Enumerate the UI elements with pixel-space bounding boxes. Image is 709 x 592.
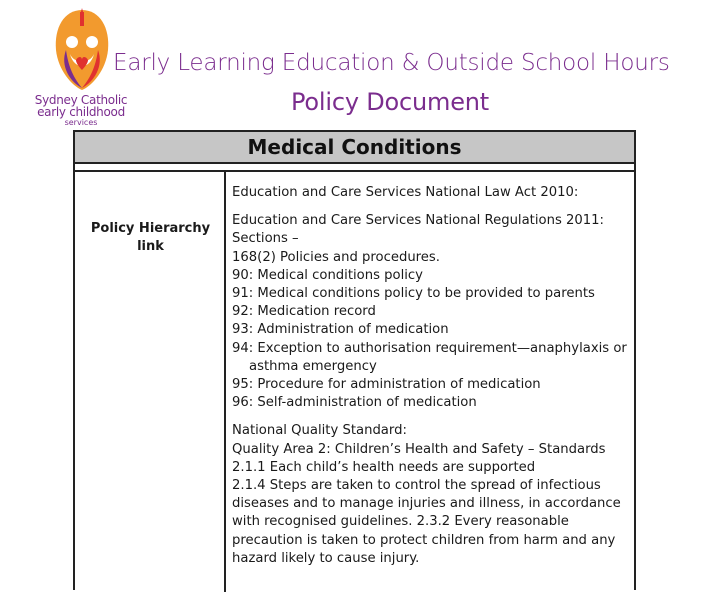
text-line: 94: Exception to authorisation requirement—anaphylaxis or xyxy=(232,340,627,356)
text-line: Quality Area 2: Children’s Health and Safety – Standards xyxy=(232,441,606,457)
logo-line-3: services xyxy=(64,118,98,127)
text-line: 95: Procedure for administration of medication xyxy=(232,377,541,393)
policy-title: Medical Conditions xyxy=(247,135,462,159)
policy-hierarchy-row xyxy=(75,172,634,592)
label-line-2: link xyxy=(137,239,164,254)
national-quality-standard-paragraph xyxy=(232,422,632,568)
text-line: 168(2) Policies and procedures. xyxy=(232,249,440,265)
regulations-paragraph xyxy=(232,212,632,412)
text-line: Sections – xyxy=(232,231,299,247)
text-line: Education and Care Services National Regulations 2011: xyxy=(232,213,605,229)
policy-table xyxy=(73,130,636,590)
family-heart-logo-icon xyxy=(50,6,114,92)
text-line: 93: Administration of medication xyxy=(232,322,449,338)
text-line: precaution is taken to protect children from harm and any xyxy=(232,532,616,548)
text-line: 92: Medication record xyxy=(232,304,376,320)
document-header-title: Early Learning Education & Outside School Hours xyxy=(113,50,670,76)
table-spacer-row xyxy=(75,164,634,172)
document-header-subtitle: Policy Document xyxy=(291,88,490,116)
text-line: 90: Medical conditions policy xyxy=(232,267,423,283)
law-act-paragraph xyxy=(232,184,632,202)
text-line: hazard likely to cause injury. xyxy=(232,550,420,566)
text-line: Education and Care Services National Law Act 2010: xyxy=(232,185,579,200)
policy-hierarchy-content-cell xyxy=(232,184,632,578)
policy-hierarchy-label xyxy=(75,220,226,256)
text-line: diseases and to manage injuries and illness, in accordance xyxy=(232,496,621,512)
text-line: with recognised guidelines. 2.3.2 Every reasonable xyxy=(232,514,569,530)
text-line: 96: Self-administration of medication xyxy=(232,395,477,411)
text-line: 2.1.1 Each child’s health needs are supported xyxy=(232,459,536,475)
text-line: National Quality Standard: xyxy=(232,423,407,439)
text-line: 2.1.4 Steps are taken to control the spread of infectious xyxy=(232,478,601,494)
policy-title-row xyxy=(75,132,634,164)
text-line: asthma emergency xyxy=(249,358,377,374)
text-line: 91: Medical conditions policy to be provided to parents xyxy=(232,286,595,302)
logo-line-1: Sydney Catholic xyxy=(34,93,128,107)
policy-hierarchy-label-cell xyxy=(75,172,226,592)
logo-line-2: early childhood xyxy=(37,105,125,119)
label-line-1: Policy Hierarchy xyxy=(90,221,211,236)
